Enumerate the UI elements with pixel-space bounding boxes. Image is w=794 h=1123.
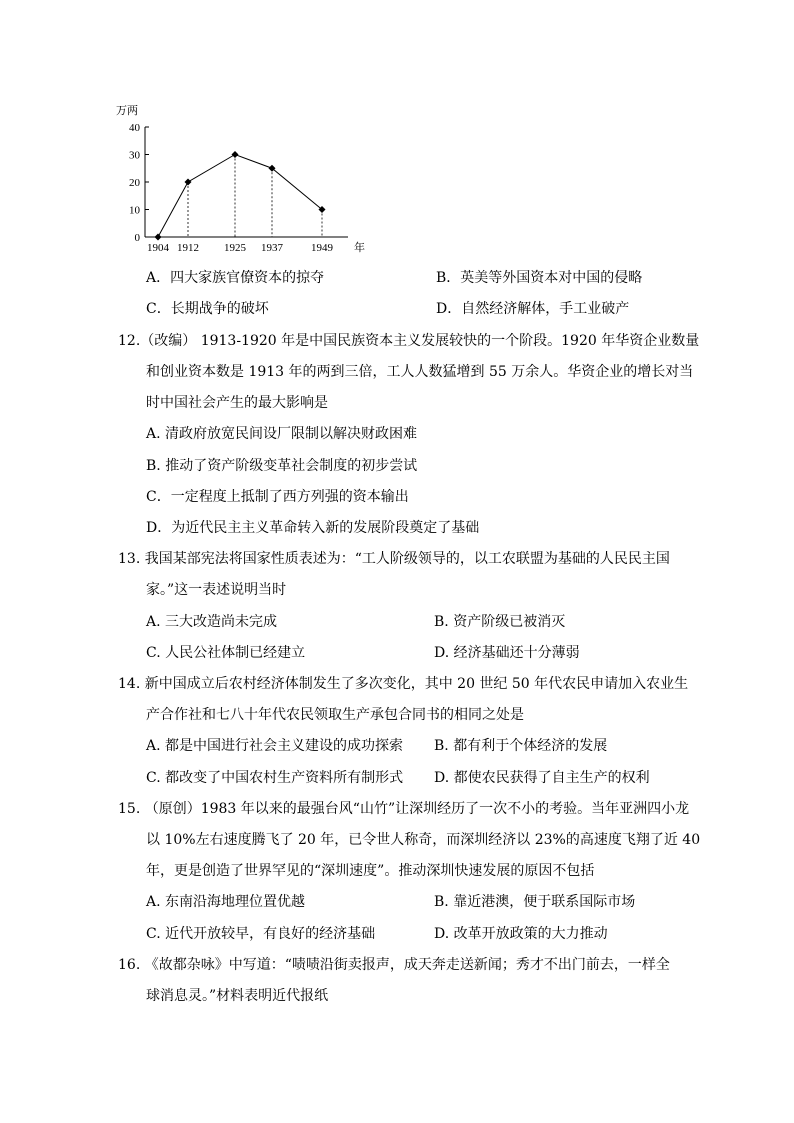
- q11-option-c[interactable]: C．长期战争的破坏: [146, 301, 269, 317]
- y-axis-unit: 万两: [116, 105, 138, 117]
- q12-stem-line3: 时中国社会产生的最大影响是: [146, 395, 328, 411]
- data-point: [232, 151, 239, 158]
- q13-option-b[interactable]: B. 资产阶级已被消灭: [434, 614, 566, 630]
- q11-option-b[interactable]: B．英美等外国资本对中国的侵略: [436, 270, 643, 286]
- q14-option-b[interactable]: B. 都有利于个体经济的发展: [434, 738, 608, 754]
- q15-option-d[interactable]: D. 改革开放政策的大力推动: [434, 926, 608, 942]
- q15-stem-line1: 15. （原创）1983 年以来的最强台风“山竹”让深圳经历了一次不小的考验。当年亚洲四小龙: [118, 801, 690, 817]
- q12-option-c[interactable]: C．一定程度上抵制了西方列强的资本输出: [146, 489, 409, 505]
- y-tick-label: 0: [134, 232, 140, 244]
- q13-option-a[interactable]: A. 三大改造尚未完成: [146, 614, 278, 630]
- x-tick-label: 1904: [147, 242, 169, 254]
- q14-stem-line2: 产合作社和七八十年代农民领取生产承包合同书的相同之处是: [146, 707, 524, 723]
- q12-stem-line2: 和创业资本数是 1913 年的两到三倍，工人人数猛增到 55 万余人。华资企业的增长对当: [146, 364, 694, 380]
- q12-option-d[interactable]: D．为近代民主主义革命转入新的发展阶段奠定了基础: [146, 520, 480, 536]
- q13-stem-line1: 13. 我国某部宪法将国家性质表述为：“工人阶级领导的，以工农联盟为基础的人民民主国: [118, 551, 670, 567]
- y-tick-label: 30: [129, 149, 140, 162]
- q13-option-d[interactable]: D. 经济基础还十分薄弱: [434, 645, 580, 661]
- q11-option-d[interactable]: D．自然经济解体，手工业破产: [436, 301, 630, 317]
- q15-option-c[interactable]: C. 近代开放较早，有良好的经济基础: [146, 926, 376, 942]
- q12-option-b[interactable]: B. 推动了资产阶级变革社会制度的初步尝试: [146, 458, 418, 474]
- data-point: [155, 234, 162, 241]
- q13-option-c[interactable]: C. 人民公社体制已经建立: [146, 645, 306, 661]
- q12-option-a[interactable]: A. 清政府放宽民间设厂限制以解决财政困难: [146, 426, 418, 442]
- q16-stem-line1: 16. 《故都杂咏》中写道：“啧啧沿街卖报声，成天奔走送新闻；秀才不出门前去，一样全: [118, 957, 670, 973]
- x-axis-unit: 年: [354, 242, 365, 254]
- q11-option-a[interactable]: A．四大家族官僚资本的掠夺: [146, 270, 325, 286]
- y-tick-label: 10: [129, 204, 140, 217]
- q14-option-a[interactable]: A. 都是中国进行社会主义建设的成功探索: [146, 738, 404, 754]
- q14-option-d[interactable]: D. 都使农民获得了自主生产的权利: [434, 770, 650, 786]
- x-tick-label: 1949: [311, 242, 333, 254]
- y-tick-label: 40: [129, 122, 140, 134]
- q14-stem-line1: 14. 新中国成立后农村经济体制发生了多次变化，其中 20 世纪 50 年代农民申请加入农业生: [118, 676, 689, 692]
- q15-option-b[interactable]: B. 靠近港澳，便于联系国际市场: [434, 894, 636, 910]
- series-line: [158, 155, 322, 238]
- q16-stem-line2: 球消息灵。”材料表明近代报纸: [146, 988, 329, 1004]
- q12-stem-line1: 12.（改编） 1913-1920 年是中国民族资本主义发展较快的一个阶段。1920 年华资企业数量: [118, 333, 700, 349]
- q15-option-a[interactable]: A. 东南沿海地理位置优越: [146, 894, 306, 910]
- q15-stem-line3: 年，更是创造了世界罕见的“深圳速度”。推动深圳快速发展的原因不包括: [146, 863, 595, 879]
- y-tick-label: 20: [129, 177, 140, 189]
- silver-line-chart: [112, 100, 372, 260]
- x-tick-label: 1912: [177, 242, 199, 254]
- q15-stem-line2: 以 10%左右速度腾飞了 20 年，已令世人称奇，而深圳经济以 23%的高速度飞翔了近 40: [146, 832, 701, 848]
- q14-option-c[interactable]: C. 都改变了中国农村生产资料所有制形式: [146, 770, 404, 786]
- q13-stem-line2: 家。”这一表述说明当时: [146, 582, 287, 598]
- data-point: [185, 179, 192, 186]
- x-tick-label: 1937: [261, 242, 283, 254]
- x-tick-label: 1925: [224, 242, 246, 254]
